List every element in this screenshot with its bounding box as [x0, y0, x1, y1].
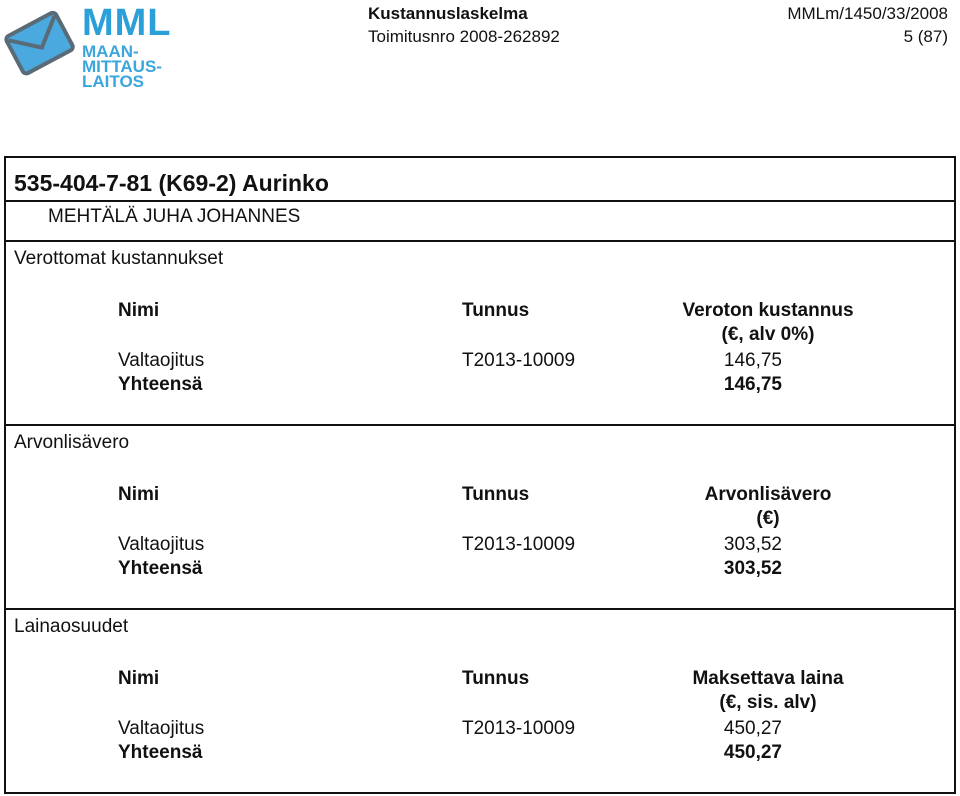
column-header-value: Maksettava laina — [692, 668, 844, 689]
column-header-name: Nimi — [118, 484, 160, 505]
divider — [6, 200, 954, 202]
mml-logo — [4, 2, 172, 91]
divider — [6, 424, 954, 426]
row-code: T2013-10009 — [462, 534, 576, 555]
column-header-code: Tunnus — [462, 668, 530, 689]
column-header-code: Tunnus — [462, 484, 530, 505]
document-title: Kustannuslaskelma — [368, 4, 528, 23]
logo-mml-text: MML — [82, 2, 172, 44]
row-name: Valtaojitus — [118, 718, 205, 739]
total-value: 146,75 — [723, 374, 782, 395]
order-number: Toimitusnro 2008-262892 — [368, 27, 560, 46]
total-label: Yhteensä — [118, 742, 203, 763]
document-reference: MMLm/1450/33/2008 — [787, 4, 948, 23]
property-owner: MEHTÄLÄ JUHA JOHANNES — [48, 206, 301, 227]
column-header-value: Veroton kustannus — [682, 300, 854, 321]
total-label: Yhteensä — [118, 374, 203, 395]
column-header-code: Tunnus — [462, 300, 530, 321]
section-heading: Verottomat kustannukset — [14, 248, 224, 269]
column-header-value: Arvonlisävero — [704, 484, 832, 505]
row-name: Valtaojitus — [118, 534, 205, 555]
page-number: 5 (87) — [903, 27, 948, 46]
column-header-value-unit: (€, sis. alv) — [719, 692, 817, 713]
row-name: Valtaojitus — [118, 350, 205, 371]
logo-line-4: LAITOS — [82, 72, 145, 91]
section-heading: Lainaosuudet — [14, 616, 129, 637]
row-code: T2013-10009 — [462, 718, 576, 739]
divider — [6, 240, 954, 242]
total-label: Yhteensä — [118, 558, 203, 579]
column-header-name: Nimi — [118, 668, 160, 689]
total-value: 450,27 — [723, 742, 782, 763]
column-header-value-unit: (€) — [756, 508, 780, 529]
logo-line-2: MAAN- — [82, 42, 139, 61]
total-value: 303,52 — [723, 558, 782, 579]
logo-line-3: MITTAUS- — [82, 57, 162, 76]
column-header-name: Nimi — [118, 300, 160, 321]
row-value: 450,27 — [723, 718, 782, 739]
column-header-value-unit: (€, alv 0%) — [721, 324, 815, 345]
section-heading: Arvonlisävero — [14, 432, 130, 453]
cost-calculation-box — [4, 156, 956, 794]
envelope-logo-icon — [4, 6, 76, 82]
row-value: 146,75 — [723, 350, 782, 371]
divider — [6, 608, 954, 610]
property-title: 535-404-7-81 (K69-2) Aurinko — [14, 170, 329, 196]
row-code: T2013-10009 — [462, 350, 576, 371]
row-value: 303,52 — [723, 534, 782, 555]
